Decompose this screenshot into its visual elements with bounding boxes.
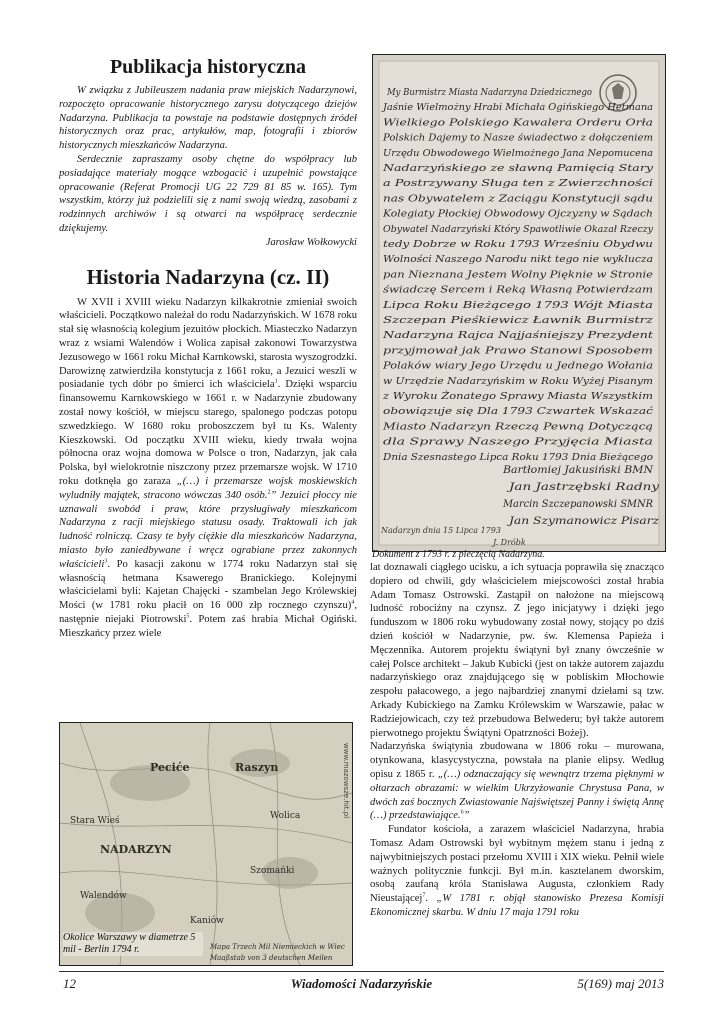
document-image bbox=[373, 55, 665, 551]
document-caption: Dokument z 1793 r. z pieczęcią Nadarzyna. bbox=[372, 549, 545, 560]
map-place-label: NADARZYN bbox=[100, 843, 172, 856]
text-span: W XVII i XVIII wieku Nadarzyn kilkakrotnie zmieniał swoich właścicieli. Początkowo należał do rodu Nadarzyńskich. W 1678 roku stał się własnością kolegium jezuitów płockich. Miasteczko Nadarzyn wraz z wsiami Walendów i Wolica zapisał zakonowi Towarzystwa Jezusowego w 1661 roku Michał Karnkowski, starosta wyszogrodzki. Darowiznę zatwierdziła konstytucja z 1661 roku, a Jezuici weszli w posiadanie tych dóbr po śmierci ich właściciela bbox=[59, 296, 357, 391]
document-handwriting-line: Urzędu Obwodowego Wielmożnego Jana Nepomucena bbox=[383, 148, 653, 159]
document-handwriting-line: nas Obywatelem z Zaciągu Konstytucji sądu bbox=[383, 194, 654, 205]
footnote-marker: 3 bbox=[104, 558, 108, 565]
document-handwriting-line: Wolności Naszego Narodu nikt tego nie wyklucza bbox=[383, 255, 609, 266]
document-bottom-signature: J. Dróbk bbox=[493, 538, 526, 547]
quote-end: ” bbox=[463, 810, 470, 822]
magazine-name: Wiadomości Nadarzyńskie bbox=[290, 976, 433, 991]
publication-paragraph-2: Serdecznie zapraszamy osoby chętne do współpracy lub posiadające materiały mogące wzbogacić i uzupełnić powstające opracowanie (Referat Promocji UG 22 729 81 85 w. 165). Tym wszystkim, którzy już podzielili się z nami swoją wiedzą, zasobami z rodzinnych archiwów i są otwarci na współpracę serdecznie dziękujemy. bbox=[59, 153, 357, 234]
footnote-marker: 6 bbox=[460, 809, 464, 816]
map-place-label: Stara Wieś bbox=[70, 816, 120, 826]
quote-span: „(…) i przemarsze wojsk moskiewskich wyludniły majątek, stracono wówczas 340 osób. bbox=[59, 475, 358, 501]
document-handwriting-line: obowiązuje się Dla 1793 Czwartek Wskazać bbox=[383, 407, 583, 418]
history-paragraph-1 bbox=[59, 296, 357, 641]
footnote-marker: 2 bbox=[267, 489, 271, 496]
document-handwriting-line: Lipca Roku Bieżącego 1793 Wójt Miasta bbox=[383, 300, 567, 311]
map-place-label: Kaniów bbox=[190, 916, 224, 926]
map-place-label: Szomańki bbox=[250, 866, 295, 876]
document-handwriting-line: Nadarzyńskiego ze sławną Pamięcią Stary bbox=[383, 164, 576, 174]
footnote-marker: 4 bbox=[351, 599, 355, 606]
document-signature: Jan Jastrzębski Radny bbox=[506, 482, 660, 493]
document-date-note: Nadarzyn dnia 15 Lipca 1793 bbox=[381, 526, 501, 535]
document-handwriting-line: dla Sprawy Naszego Przyjęcia Miasta bbox=[383, 437, 653, 448]
document-handwriting-line: Nadarzyna Rajca Najjaśniejszy Prezydent bbox=[383, 331, 573, 342]
quote-span: „W 1781 r. objął stanowisko Prezesa Komisji Ekonomicznej skarbu. W dniu 17 maja 1791 roku bbox=[370, 893, 664, 918]
publication-paragraph-1: W związku z Jubileuszem nadania praw miejskich Nadarzynowi, rozpoczęto opracowanie historycznego zarysu dotyczącego dziejów Nadarzyna. Publikacja ta powstaje na podstawie dostępnych źródeł historycznych oraz prac, artykułów, map, fotografii i zbiorów historycznych mieszkańców Nadarzyna. bbox=[59, 85, 357, 152]
document-handwriting-line: Szczepan Pieśkiewicz Ławnik Burmistrz bbox=[383, 316, 567, 326]
document-handwriting-line: świadczę Sercem i Reką Własną Potwierdzam bbox=[383, 285, 592, 296]
publication-signature: Jarosław Wołkowycki bbox=[265, 236, 357, 248]
text-span: . bbox=[425, 893, 437, 905]
document-handwriting-line: Miasto Nadarzyn Rzeczą Pewną Dotyczącą bbox=[381, 422, 653, 433]
document-handwriting-line: a Postrzywany Sługa ten z Zwierzchności bbox=[383, 179, 572, 190]
map-place-label: Raszyn bbox=[235, 761, 279, 774]
text-span: . Potem zaś hrabia Michał Ogiński. Mieszkańcy przez wiele bbox=[59, 613, 358, 639]
document-handwriting-line: Jaśnie Wielmożny Hrabi Michała Ogińskiego Hetmana bbox=[383, 103, 631, 114]
document-signature: Bartłomiej Jakusiński BMN bbox=[501, 465, 655, 476]
page-number: 12 bbox=[63, 976, 76, 991]
document-handwriting-line: Polskich Dajemy to Nasze świadectwo z dołączeniem bbox=[383, 133, 625, 144]
map-caption: Okolice Warszawy w diametrze 5 mil - Berlin 1794 r. bbox=[63, 932, 203, 956]
issue-number: 5(169) maj 2013 bbox=[577, 976, 664, 991]
document-handwriting-line: tedy Dobrze w Roku 1793 Wrześniu Obydwu bbox=[383, 240, 587, 250]
history-paragraph-3 bbox=[370, 740, 664, 823]
publication-title: Publikacja historyczna bbox=[109, 56, 307, 78]
document-handwriting-line: przyjmował jak Prawo Stanowi Sposobem bbox=[383, 346, 653, 357]
text-span: . Dzięki wsparciu finansowemu Karnkowskiego w 1661 r. w Nadarzynie zbudowany został nowy kościół, w miejscu starego, spalonego podczas potopu szwedzkiego. W 1680 roku proboszczem był tu Ks. Walenty Kieszkowski. Od początku XVIII wieku, kiedy trwała wojna północna oraz wojna domowa w Polsce o tron, Nadarzyn, jak cała Polska, był wielokrotnie niszczony przez przemarsze wojsk. W 1710 roku dotknęła go zaraza bbox=[59, 379, 357, 487]
history-paragraph-2: lat doznawali ciągłego ucisku, a ich sytuacja poprawiła się znacząco dopiero od chwili, gdy właścicielem miejscowości został hrabia Adam Tomasz Ostrowski. Zastąpił on nałożone na miejscową ludność robociźny na czynsz. Z jego inicjatywy i dzięki jego funduszom w 1806 roku wybudowany został nowy, stojący po dziś dzień kościół w Nadarzynie, pw. św. Klemensa Papieża i Męczennika. Autorem projektu świątyni był znany ówcześnie w całej Polsce architekt – Jakub Kubicki (jest on także autorem zajazdu nadarzyńskiego oraz znajdującego się w pobliskim Młochowie zespołu pałacowego, a jego najbardziej znanymi dziełami są tzw. Arkady Kubickiego na Zamku Królewskim w Warszawie, pałac w Radziejowicach, czy też przebudowa Belwederu; był także autorem pierwotnego projektu Świątyni Opatrzności Bożej). bbox=[370, 562, 664, 739]
italic-span: Jezuici płoccy nie uznawali swobód i praw, które przysługiwały mieszkańcom Nadarzyna z racji miejskiego statusu osady. Traktowali ich jak ludność rolniczą. Czasy te były ciężkie dla mieszkańców Nadarzyna, miasto było zaniedbywane i wręcz ograbiane przez zakonnych właścicieli bbox=[59, 489, 358, 570]
map-place-label: Peciće bbox=[150, 761, 190, 774]
map-image bbox=[60, 723, 352, 965]
footnote-marker: 1 bbox=[274, 378, 278, 385]
document-handwriting-line: Dnia Szesnastego Lipca Roku 1793 Dnia Bieżącego bbox=[381, 452, 654, 463]
footer bbox=[59, 976, 664, 996]
document-handwriting-line: Wielkiego Polskiego Kawalera Orderu Orła bbox=[383, 118, 653, 129]
map-watermark: www.mazowsze.hit.pl bbox=[342, 743, 350, 819]
document-photo bbox=[372, 54, 666, 552]
history-title: Historia Nadarzyna (cz. II) bbox=[86, 264, 330, 289]
document-handwriting-line: pan Nieznana Jestem Wolny Pięknie w Stronie bbox=[383, 270, 653, 281]
document-signature: Jan Szymanowicz Pisarz bbox=[506, 516, 660, 527]
quote-end: ” bbox=[270, 489, 277, 501]
footnote-marker: 7 bbox=[422, 892, 426, 899]
document-signature: Marcin Szczepanowski SMNR bbox=[502, 499, 654, 510]
quote-span: „(…) odznaczający się wewnątrz trzema pięknymi w ołtarzach obrazami: w wielkim Ukrzyżowanie Chrystusa Pana, w dwóch zaś bocznych Zwiastowanie Najświętszej Panny i świętą Annę (…) przedstawiające. bbox=[370, 768, 664, 822]
document-handwriting-line: Kolegiaty Płockiej Obwodowy Ojczyzny w Sądach bbox=[381, 209, 653, 220]
text-span: Nadarzyńska świątynia zbudowana w 1806 roku – murowana, otynkowana, klasycystyczna, powstała na planie elipsy. Według opisu z 1865 r. bbox=[370, 741, 664, 780]
document-handwriting-line: Polaków wiary Jego Urzędu u Jednego Wołania bbox=[383, 361, 597, 372]
map-place-label: Walendów bbox=[80, 891, 127, 901]
footer-divider bbox=[59, 971, 664, 972]
footnote-marker: 5 bbox=[186, 613, 190, 620]
text-span: . Po kasacji zakonu w 1774 roku Nadarzyn stał się własnością hetmana Ksawerego Branickiego. Kolejnymi właścicielami byli: Kajetan Chajęcki - szambelan Jego Królewskiej Mości (w 1781 roku płacił on 16 000 złp rocznego czynszu) bbox=[59, 558, 357, 612]
map-title-text: Mapa Trzech Mil Niemieckich w Wiec bbox=[210, 943, 345, 951]
left-column bbox=[59, 54, 357, 640]
text-span: , następnie niejaki Piotrowski bbox=[59, 600, 357, 625]
map-place-label: Wolica bbox=[270, 811, 301, 821]
map-photo bbox=[59, 722, 353, 966]
document-handwriting-line: My Burmistrz Miasta Nadarzyna Dziedzicznego bbox=[386, 88, 593, 98]
map-scale-text: Maaßstab von 3 deutschen Meilen bbox=[210, 954, 333, 962]
document-handwriting-line: Obywatel Nadarzyński Który Spawotliwie Okazał Rzeczy bbox=[383, 224, 642, 235]
text-span: Fundator kościoła, a zarazem właściciel Nadarzyna, hrabia Tomasz Adam Ostrowski był wybitnym mężem stanu i jedną z najwybitniejszych postaci przełomu XVIII i XIX wieku. Pełnił wiele ważnych politycznie funkcji. Był m.in. kasztelanem dworskim, osobą zaufaną króla Stanisława Augusta, członkiem Rady Nieustającej bbox=[370, 824, 664, 905]
document-handwriting-line: w Urzędzie Nadarzyńskim w Roku Wyżej Pisanym bbox=[383, 376, 611, 387]
right-column bbox=[370, 561, 664, 920]
document-handwriting-line: z Wyroku Żonatego Sprawy Miasta Wszystkim bbox=[383, 392, 595, 402]
history-paragraph-4 bbox=[370, 823, 664, 920]
